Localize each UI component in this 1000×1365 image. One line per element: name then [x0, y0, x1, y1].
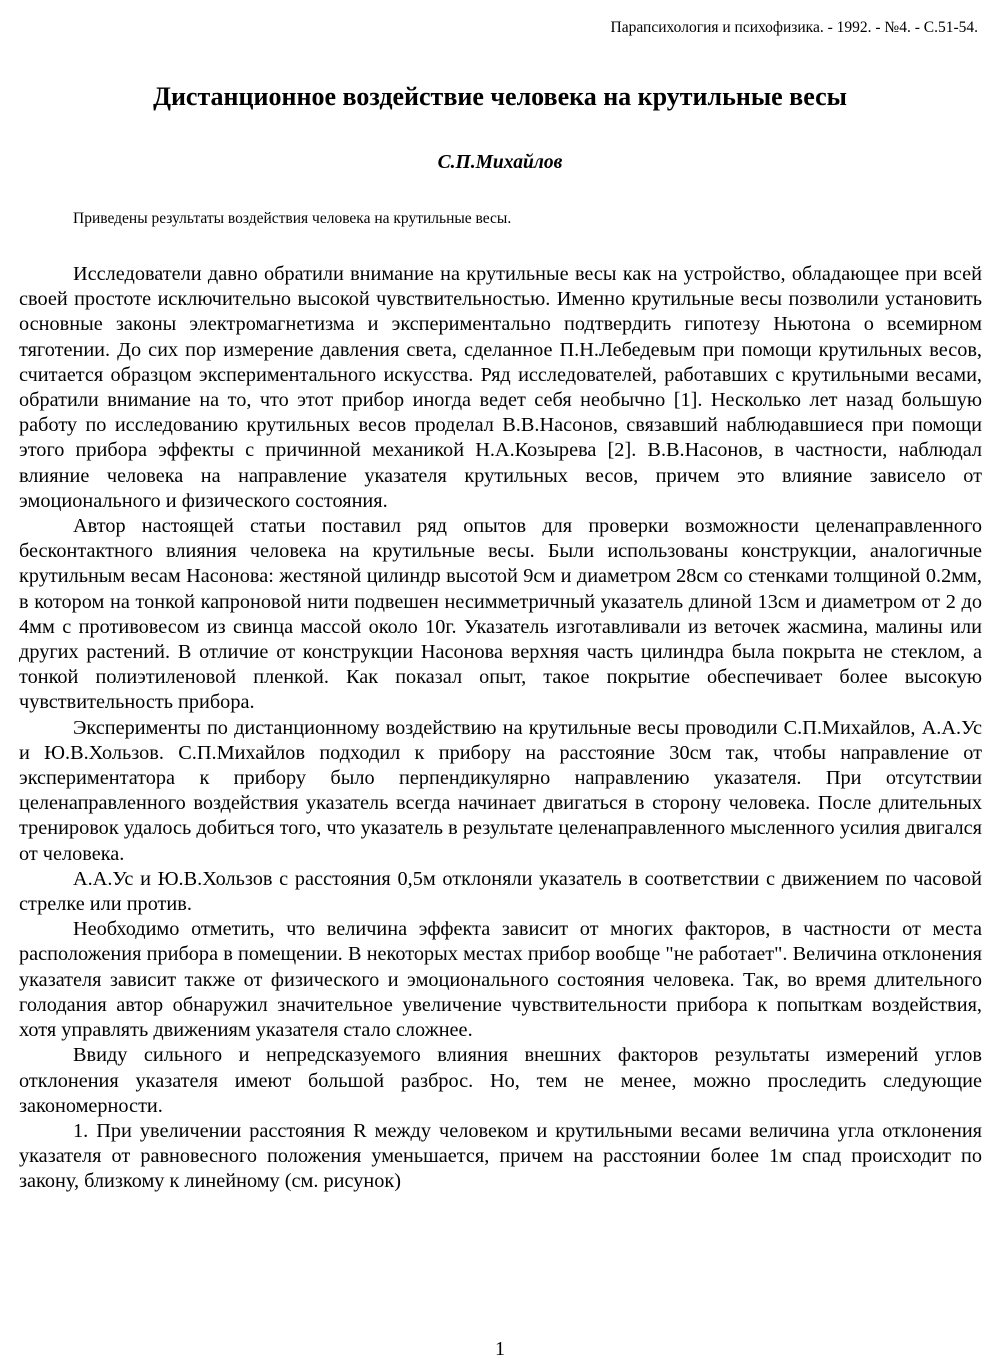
article-abstract: Приведены результаты воздействия человека на крутильные весы. — [73, 210, 512, 227]
paragraph-2: Автор настоящей статьи поставил ряд опытов для проверки возможности целенаправленного бесконтактного влияния человека на крутильные весы. Были использованы конструкции, аналогичные крутильным весам Насонова: жестяной цилиндр высотой 9см и диаметром 28см со стенками толщиной 0.2мм, в котором на тонкой капроновой нити подвешен несимметричный указатель длиной 13см и диаметром от 2 до 4мм с противовесом из свинца массой около 10г. Указатель изготавливали из веточек жасмина, малины или других растений. В отличие от конструкции Насонова верхняя часть цилиндра была покрыта не стеклом, а тонкой полиэтиленовой пленкой. Как показал опыт, такое покрытие обеспечивает более высокую чувствительность прибора. — [19, 515, 982, 714]
article-title: Дистанционное воздействие человека на крутильные весы — [153, 82, 847, 111]
page-number: 1 — [495, 1338, 505, 1360]
paragraph-7: 1. При увеличении расстояния R между человеком и крутильными весами величина угла отклонения указателя от равновесного положения уменьшается, причем на расстоянии более 1м спад происходит по закону, близкому к линейному (см. рисунок) — [19, 1119, 982, 1193]
journal-citation: Парапсихология и психофизика. - 1992. - №4. - С.51-54. — [610, 19, 978, 36]
paragraph-6: Ввиду сильного и непредсказуемого влияния внешних факторов результаты измерений углов отклонения указателя имеют большой разброс. Но, тем не менее, можно проследить следующие закономерности. — [19, 1044, 982, 1117]
article-author: С.П.Михайлов — [437, 152, 563, 173]
paragraph-4: А.А.Ус и Ю.В.Хользов с расстояния 0,5м отклоняли указатель в соответствии с движением по часовой стрелке или против. — [19, 867, 982, 916]
article-body — [19, 262, 982, 1195]
paragraph-1: Исследователи давно обратили внимание на крутильные весы как на устройство, обладающее при всей своей простоте исключительно высокой чувствительностью. Именно крутильные весы позволили установить основные законы электромагнетизма и экспериментально подтвердить гипотезу Ньютона о всемирном тяготении. До сих пор измерение давления света, сделанное П.Н.Лебедевым при помощи крутильных весов, считается образцом экспериментального искусства. Ряд исследователей, работавших с крутильными весами, обратили внимание на то, что этот прибор иногда ведет себя необычно [1]. Несколько лет назад большую работу по исследованию крутильных весов проделал В.В.Насонов, связавший наблюдавшиеся при помощи этого прибора эффекты с причинной механикой Н.А.Козырева [2]. В.В.Насонов, в частности, наблюдал влияние человека на направление указателя крутильных весов, причем это влияние зависело от эмоционального и физического состояния. — [19, 263, 982, 512]
paragraph-3: Эксперименты по дистанционному воздействию на крутильные весы проводили С.П.Михайлов, А.А.Ус и Ю.В.Хользов. С.П.Михайлов подходил к прибору на расстояние 30см так, чтобы направление от экспериментатора к прибору было перпендикулярно направлению указателя. При отсутствии целенаправленного воздействия указатель всегда начинает двигаться в сторону человека. После длительных тренировок удалось добиться того, что указатель в результате целенаправленного мысленного усилия двигался от человека. — [19, 716, 982, 865]
paragraph-5: Необходимо отметить, что величина эффекта зависит от многих факторов, в частности от места расположения прибора в помещении. В некоторых местах прибор вообще "не работает". Величина отклонения указателя зависит также от физического и эмоционального состояния человека. Так, во время длительного голодания автор обнаружил значительное увеличение чувствительности прибора к попыткам воздействия, хотя управлять движениям указателя стало сложнее. — [19, 918, 982, 1042]
